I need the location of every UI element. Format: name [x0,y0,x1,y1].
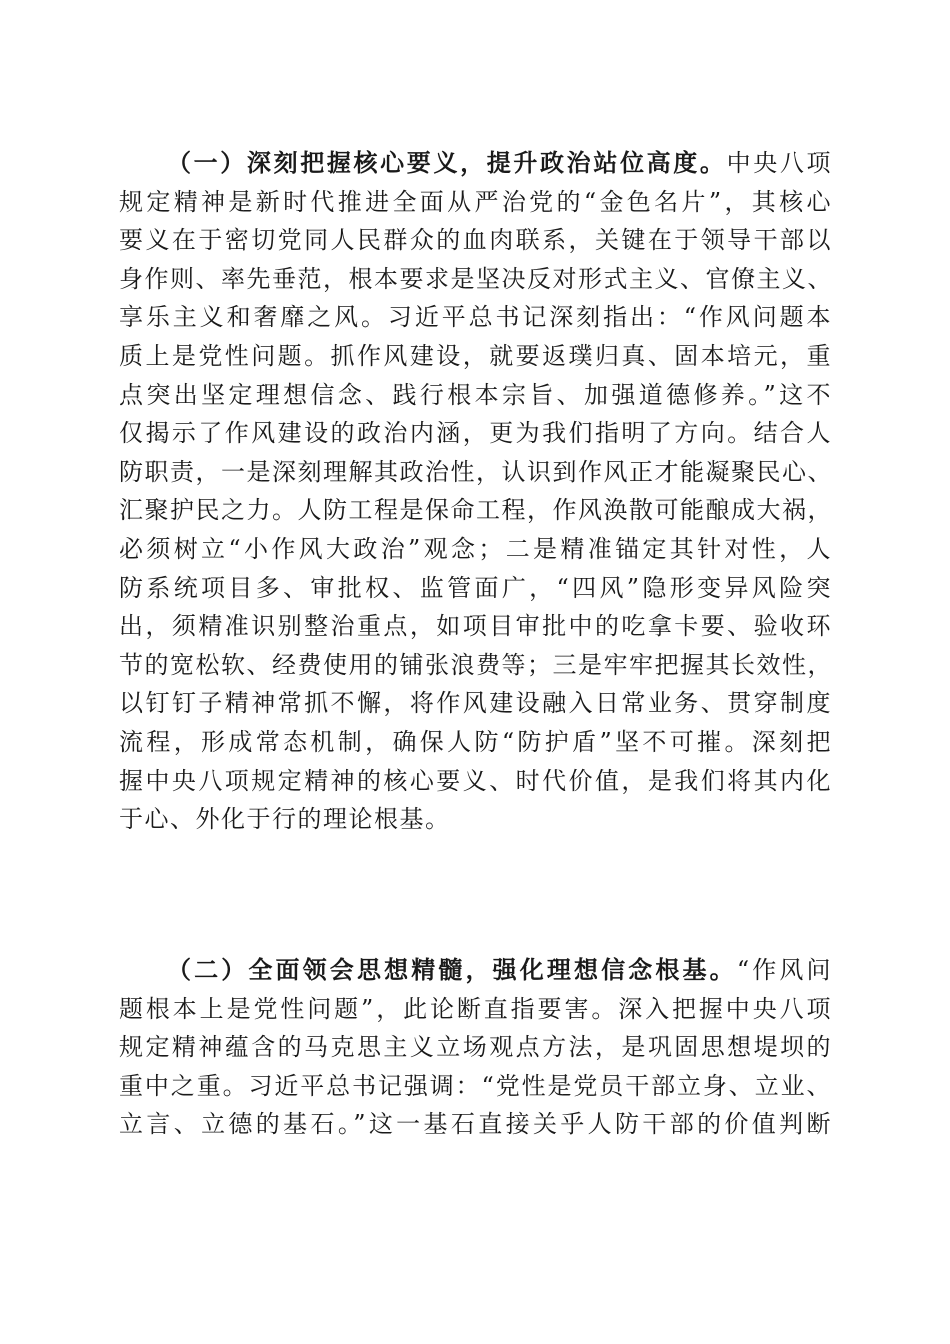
paragraph-line: 立言、立德的基石。”这一基石直接关乎人防干部的价值判断 [119,1110,832,1139]
section-heading-1: （一）深刻把握核心要义，提升政治站位高度。 [167,148,727,177]
paragraph-line: 规定精神是新时代推进全面从严治党的“金色名片”，其核心 [119,187,832,216]
paragraph-line: 享乐主义和奢靡之风。习近平总书记深刻指出：“作风问题本 [119,303,832,332]
paragraph-line: 质上是党性问题。抓作风建设，就要返璞归真、固本培元，重 [119,341,832,370]
paragraph-line: （二）全面领会思想精髓，强化理想信念根基。“作风问 [167,955,832,984]
paragraph-line: 以钉钉子精神常抓不懈，将作风建设融入日常业务、贯穿制度 [119,689,832,718]
paragraph-line: 身作则、率先垂范，根本要求是坚决反对形式主义、官僚主义、 [119,264,833,293]
paragraph-line: （一）深刻把握核心要义，提升政治站位高度。中央八项 [167,148,832,177]
paragraph-line: 点突出坚定理想信念、践行根本宗旨、加强道德修养。”这不 [119,380,832,409]
paragraph-line: 防系统项目多、审批权、监管面广，“四风”隐形变异风险突 [119,573,832,602]
paragraph-line: 流程，形成常态机制，确保人防“防护盾”坚不可摧。深刻把 [119,727,832,756]
paragraph-line: 防职责，一是深刻理解其政治性，认识到作风正才能凝聚民心、 [119,457,833,486]
paragraph-2 [119,951,832,1144]
paragraph-line: 仅揭示了作风建设的政治内涵，更为我们指明了方向。结合人 [119,419,832,448]
paragraph-line: 要义在于密切党同人民群众的血肉联系，关键在于领导干部以 [119,226,832,255]
paragraph-line: 握中央八项规定精神的核心要义、时代价值，是我们将其内化 [119,766,832,795]
paragraph-line: 题根本上是党性问题”，此论断直指要害。深入把握中央八项 [119,994,832,1023]
paragraph-line: 必须树立“小作风大政治”观念；二是精准锚定其针对性，人 [119,534,832,563]
paragraph-line: 于心、外化于行的理论根基。 [119,805,451,834]
paragraph-1 [119,144,832,839]
paragraph-line: 出，须精准识别整治重点，如项目审批中的吃拿卡要、验收环 [119,612,832,641]
section-heading-2: （二）全面领会思想精髓，强化理想信念根基。 [167,955,737,984]
paragraph-line: 重中之重。习近平总书记强调：“党性是党员干部立身、立业、 [119,1071,832,1100]
paragraph-line: 汇聚护民之力。人防工程是保命工程，作风涣散可能酿成大祸， [119,496,833,525]
paragraph-line: 节的宽松软、经费使用的铺张浪费等；三是牢牢把握其长效性， [119,650,833,679]
paragraph-line: 规定精神蕴含的马克思主义立场观点方法，是巩固思想堤坝的 [119,1033,832,1062]
